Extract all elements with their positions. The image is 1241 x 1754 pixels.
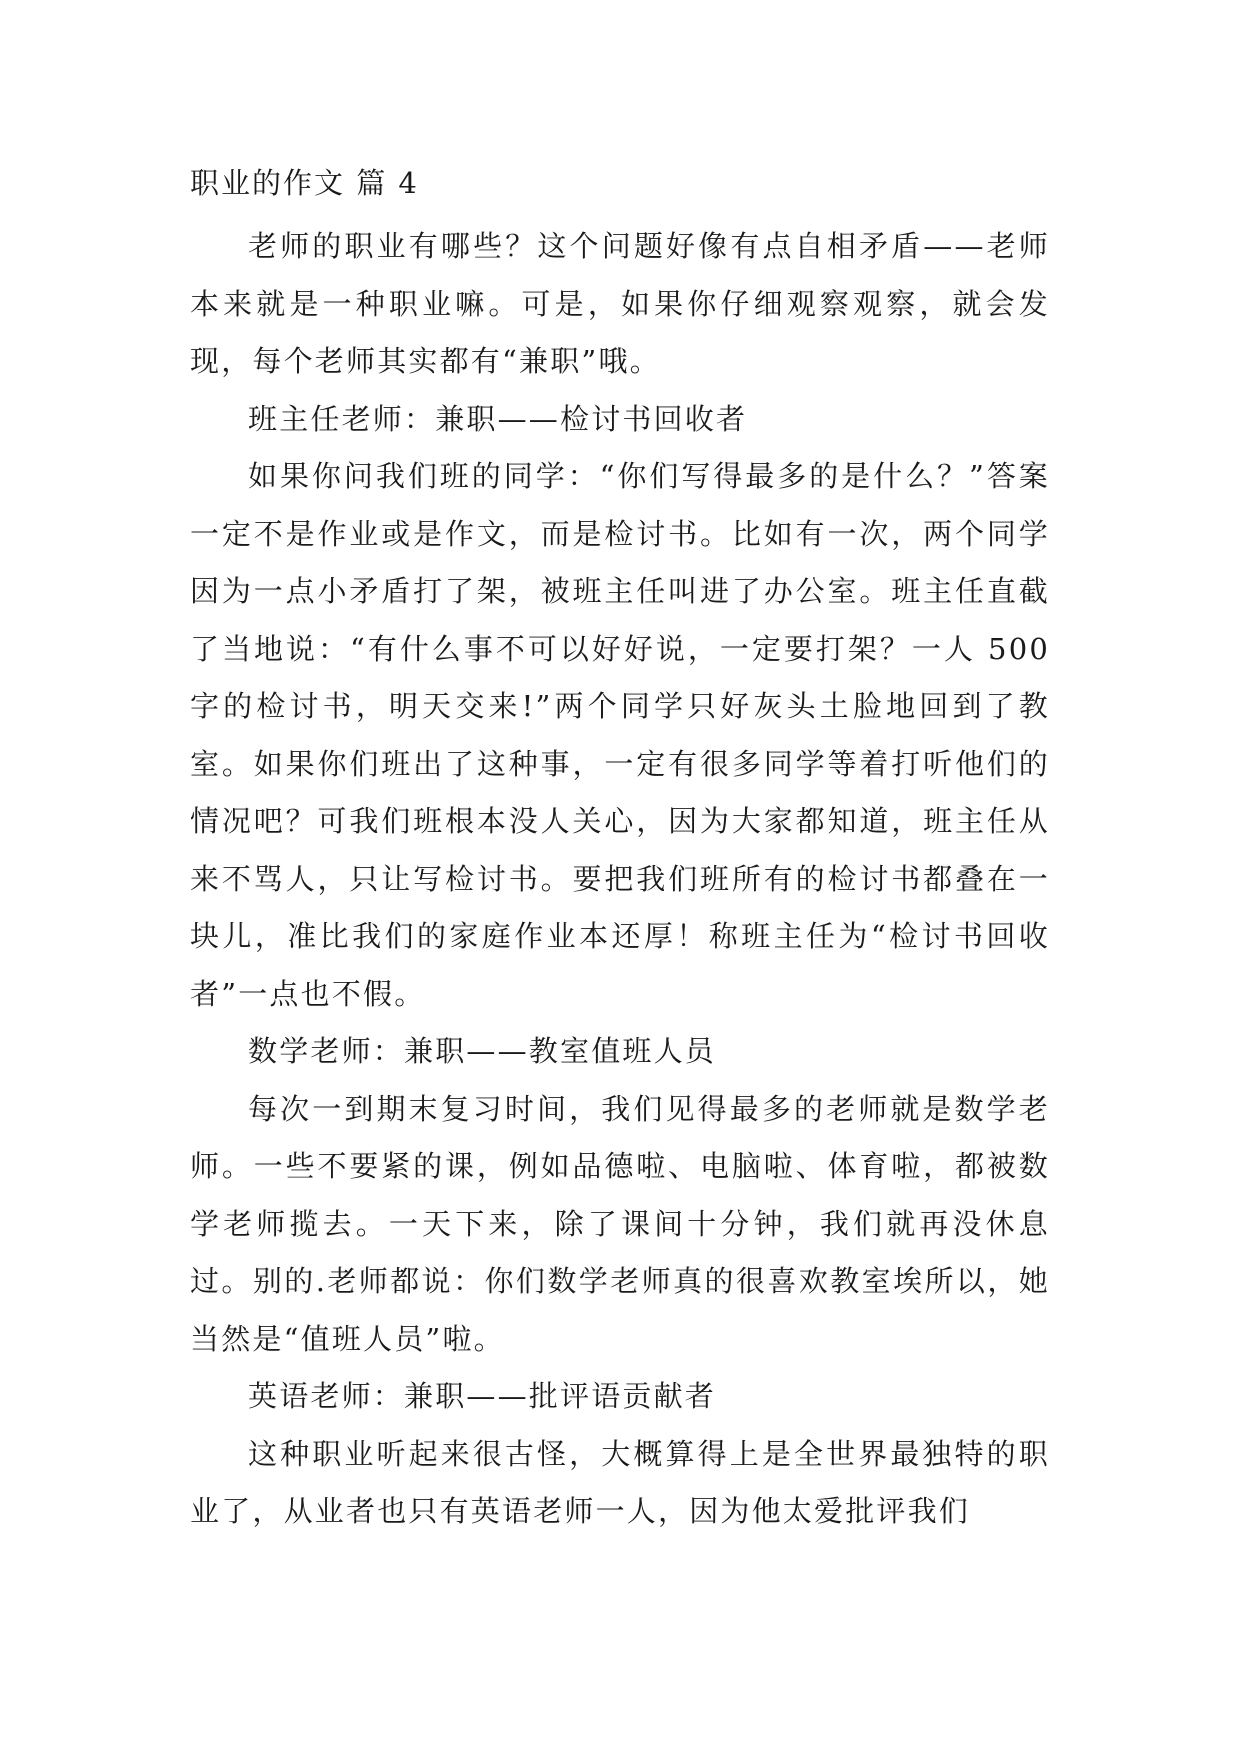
section-heading-math-teacher: 数学老师：兼职——教室值班人员 [248, 1034, 717, 1068]
paragraph-class-teacher: 如果你问我们班的同学：“你们写得最多的是什么？”答案一定不是作业或是作文，而是检讨书。比如有一次，两个同学因为一点小矛盾打了架，被班主任叫进了办公室。班主任直截了当地说：“有什么事不可以好好说，一定要打架？一人 500 字的检讨书，明天交来!”两个同学只好灰头土脸地回到了教室。如果你们班出了这种事，一定有很多同学等着打听他们的情况吧？可我们班根本没人关心，因为大家都知道，班主任从来不骂人，只让写检讨书。要把我们班所有的检讨书都叠在一块儿，准比我们的家庭作业本还厚！称班主任为“检讨书回收者”一点也不假。 [190, 459, 1050, 1011]
section-heading-english-teacher: 英语老师：兼职——批评语贡献者 [248, 1379, 717, 1413]
document-body [190, 218, 1050, 1541]
paragraph-english-teacher: 这种职业听起来很古怪，大概算得上是全世界最独特的职业了，从业者也只有英语老师一人，因为他太爱批评我们 [190, 1436, 1050, 1528]
paragraph-intro: 老师的职业有哪些？这个问题好像有点自相矛盾——老师本来就是一种职业嘛。可是，如果你仔细观察观察，就会发现，每个老师其实都有“兼职”哦。 [190, 229, 1050, 378]
section-heading-class-teacher: 班主任老师：兼职——检讨书回收者 [248, 401, 748, 436]
document-title: 职业的作文 篇 4 [190, 166, 419, 200]
paragraph-math-teacher: 每次一到期末复习时间，我们见得最多的老师就是数学老师。一些不要紧的课，例如品德啦、电脑啦、体育啦，都被数学老师揽去。一天下来，除了课间十分钟，我们就再没休息过。别的.老师都说：你们数学老师真的很喜欢教室埃所以，她当然是“值班人员”啦。 [190, 1091, 1050, 1356]
